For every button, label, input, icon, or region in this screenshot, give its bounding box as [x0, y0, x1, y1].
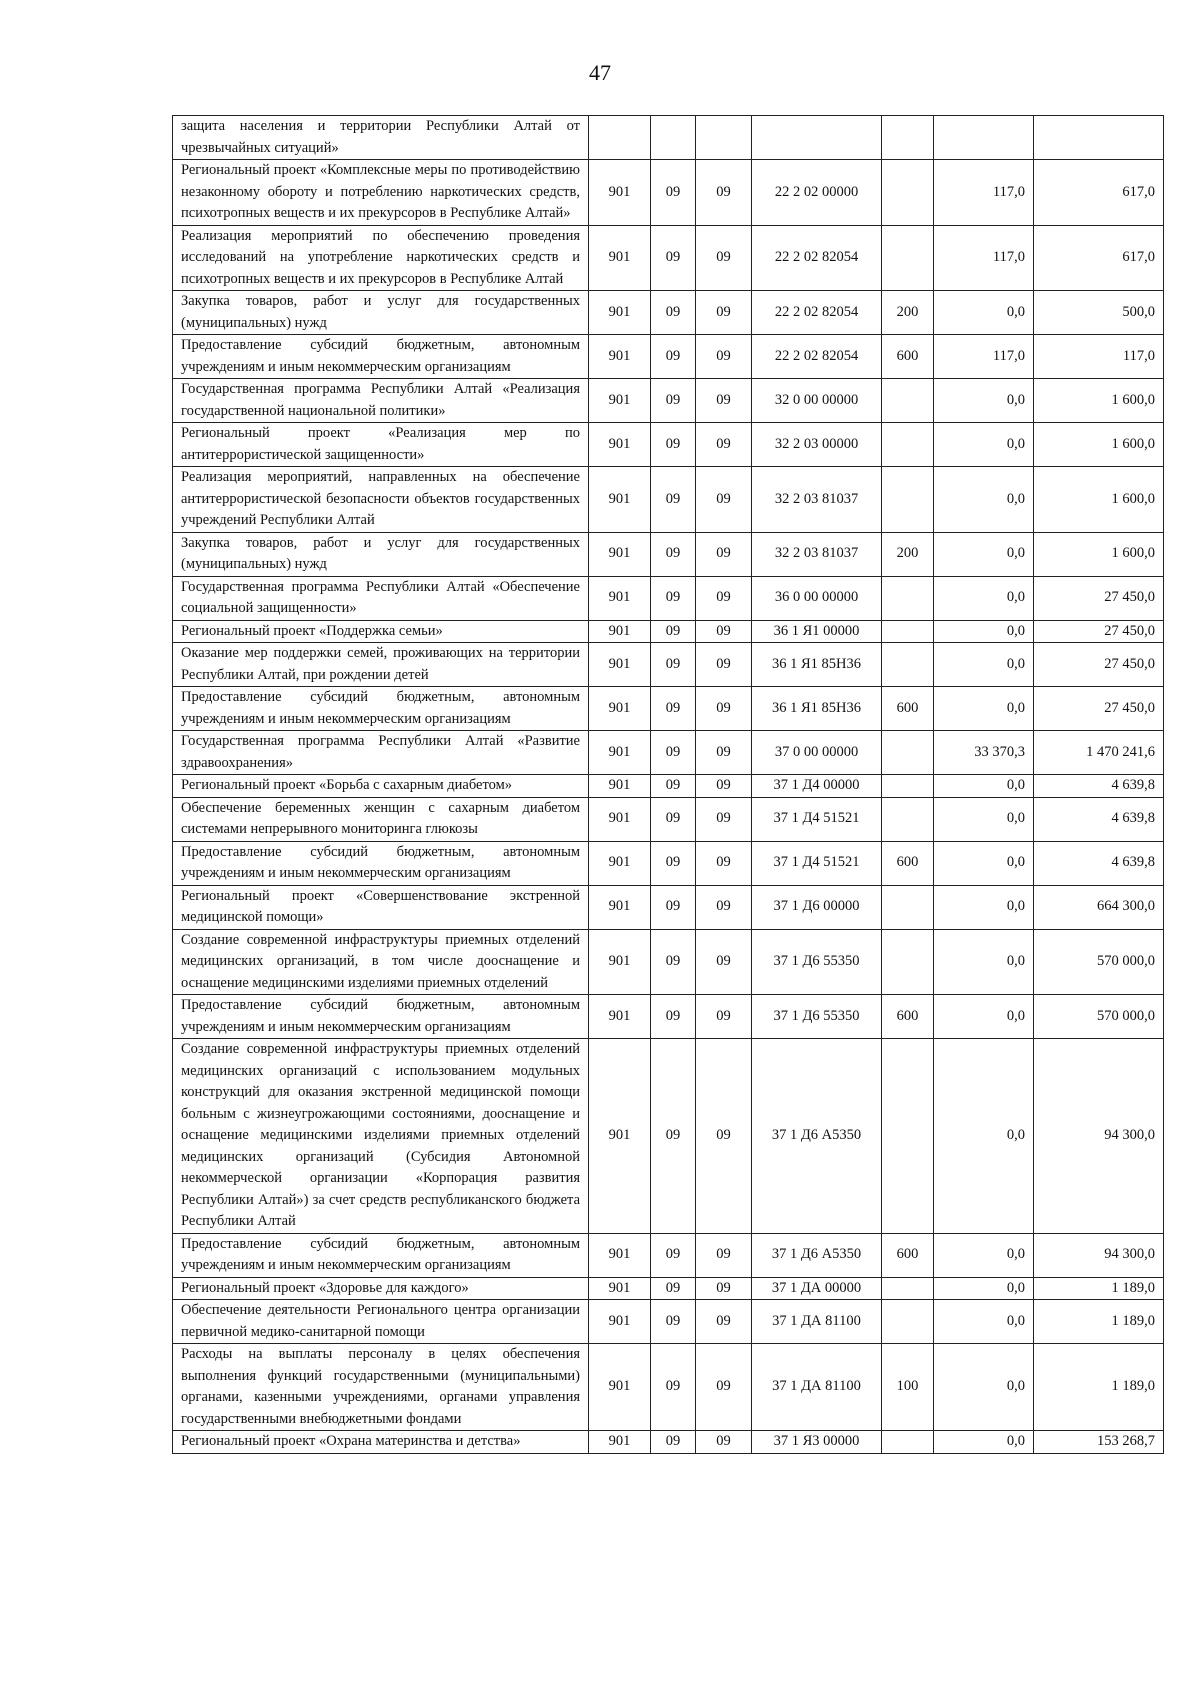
cell-expense-type-code: [882, 620, 934, 643]
cell-amount-1: 0,0: [934, 1277, 1034, 1300]
cell-amount-1: 0,0: [934, 995, 1034, 1039]
table-row: [173, 885, 1164, 929]
cell-name: Государственная программа Республики Алтай «Реализация государственной национальной политики»: [173, 379, 589, 423]
cell-target-item-code: 37 1 ДА 81100: [752, 1344, 882, 1431]
cell-target-item-code: 37 1 Д4 00000: [752, 775, 882, 798]
cell-grbs-code: 901: [589, 841, 651, 885]
cell-name: Региональный проект «Поддержка семьи»: [173, 620, 589, 643]
cell-subsection-code: 09: [696, 929, 752, 995]
cell-amount-2: 664 300,0: [1034, 885, 1164, 929]
cell-grbs-code: 901: [589, 1344, 651, 1431]
cell-name: Государственная программа Республики Алтай «Обеспечение социальной защищенности»: [173, 576, 589, 620]
cell-amount-1: 0,0: [934, 687, 1034, 731]
cell-section-code: 09: [651, 291, 696, 335]
cell-subsection-code: 09: [696, 643, 752, 687]
cell-amount-1: 0,0: [934, 1344, 1034, 1431]
cell-grbs-code: 901: [589, 687, 651, 731]
cell-subsection-code: 09: [696, 687, 752, 731]
cell-subsection-code: 09: [696, 797, 752, 841]
cell-section-code: 09: [651, 225, 696, 291]
cell-grbs-code: 901: [589, 929, 651, 995]
cell-amount-1: 0,0: [934, 620, 1034, 643]
cell-expense-type-code: 600: [882, 1233, 934, 1277]
table-row: [173, 1039, 1164, 1234]
cell-expense-type-code: [882, 225, 934, 291]
cell-target-item-code: 37 1 Д4 51521: [752, 841, 882, 885]
cell-subsection-code: 09: [696, 885, 752, 929]
cell-expense-type-code: 600: [882, 995, 934, 1039]
cell-subsection-code: 09: [696, 291, 752, 335]
cell-grbs-code: 901: [589, 532, 651, 576]
cell-grbs-code: 901: [589, 620, 651, 643]
cell-target-item-code: 36 1 Я1 85Н36: [752, 687, 882, 731]
cell-name: Региональный проект «Борьба с сахарным диабетом»: [173, 775, 589, 798]
cell-target-item-code: 32 2 03 00000: [752, 423, 882, 467]
cell-name: Предоставление субсидий бюджетным, автономным учреждениям и иным некоммерческим организациям: [173, 995, 589, 1039]
cell-amount-2: 94 300,0: [1034, 1233, 1164, 1277]
cell-amount-2: 94 300,0: [1034, 1039, 1164, 1234]
cell-grbs-code: 901: [589, 995, 651, 1039]
cell-name: Региональный проект «Комплексные меры по противодействию незаконному обороту и потреблению наркотических средств, психотропных веществ и их прекурсоров в Республике Алтай»: [173, 160, 589, 226]
cell-subsection-code: 09: [696, 335, 752, 379]
cell-amount-2: 1 189,0: [1034, 1344, 1164, 1431]
cell-target-item-code: 37 1 Д4 51521: [752, 797, 882, 841]
table-row: [173, 797, 1164, 841]
cell-grbs-code: 901: [589, 576, 651, 620]
cell-expense-type-code: 200: [882, 532, 934, 576]
cell-amount-1: 0,0: [934, 929, 1034, 995]
cell-subsection-code: 09: [696, 1431, 752, 1454]
cell-expense-type-code: [882, 1039, 934, 1234]
cell-name: Предоставление субсидий бюджетным, автономным учреждениям и иным некоммерческим организациям: [173, 687, 589, 731]
cell-name: Предоставление субсидий бюджетным, автономным учреждениям и иным некоммерческим организациям: [173, 335, 589, 379]
cell-target-item-code: 22 2 02 00000: [752, 160, 882, 226]
budget-table: [172, 115, 1164, 1454]
cell-amount-2: 1 600,0: [1034, 379, 1164, 423]
cell-grbs-code: [589, 116, 651, 160]
cell-grbs-code: 901: [589, 335, 651, 379]
table-row: [173, 687, 1164, 731]
cell-target-item-code: 36 1 Я1 85Н36: [752, 643, 882, 687]
cell-expense-type-code: [882, 160, 934, 226]
cell-target-item-code: 37 1 Я3 00000: [752, 1431, 882, 1454]
cell-amount-1: 117,0: [934, 160, 1034, 226]
table-row: [173, 225, 1164, 291]
cell-subsection-code: [696, 116, 752, 160]
cell-target-item-code: 32 2 03 81037: [752, 467, 882, 533]
cell-section-code: 09: [651, 929, 696, 995]
cell-grbs-code: 901: [589, 379, 651, 423]
cell-section-code: 09: [651, 995, 696, 1039]
cell-amount-2: 1 600,0: [1034, 532, 1164, 576]
cell-name: Оказание мер поддержки семей, проживающих на территории Республики Алтай, при рождении детей: [173, 643, 589, 687]
cell-name: Расходы на выплаты персоналу в целях обеспечения выполнения функций государственными (муниципальными) органами, казенными учреждениями, органами управления государственными внебюджетными фондами: [173, 1344, 589, 1431]
cell-amount-1: 117,0: [934, 335, 1034, 379]
table-row: [173, 576, 1164, 620]
cell-section-code: 09: [651, 1039, 696, 1234]
cell-subsection-code: 09: [696, 1277, 752, 1300]
cell-subsection-code: 09: [696, 532, 752, 576]
cell-section-code: 09: [651, 643, 696, 687]
cell-section-code: 09: [651, 841, 696, 885]
cell-amount-2: 27 450,0: [1034, 687, 1164, 731]
cell-target-item-code: 32 2 03 81037: [752, 532, 882, 576]
cell-section-code: 09: [651, 885, 696, 929]
cell-target-item-code: 36 1 Я1 00000: [752, 620, 882, 643]
cell-amount-2: 27 450,0: [1034, 620, 1164, 643]
cell-target-item-code: 37 1 Д6 55350: [752, 929, 882, 995]
cell-amount-2: 1 189,0: [1034, 1277, 1164, 1300]
table-row: [173, 291, 1164, 335]
table-row: [173, 1431, 1164, 1454]
cell-section-code: 09: [651, 335, 696, 379]
cell-amount-1: 0,0: [934, 423, 1034, 467]
cell-expense-type-code: [882, 643, 934, 687]
cell-name: Создание современной инфраструктуры приемных отделений медицинских организаций с использованием модульных конструкций для оказания экстренной медицинской помощи больным с жизнеугрожающими состояниями, дооснащение и оснащение медицинскими изделиями приемных отделений медицинских организаций (Субсидия Автономной некоммерческой организации «Корпорация развития Республики Алтай») за счет средств республиканского бюджета Республики Алтай: [173, 1039, 589, 1234]
page-number: 47: [589, 60, 611, 85]
cell-target-item-code: 37 1 Д6 00000: [752, 885, 882, 929]
table-row: [173, 1344, 1164, 1431]
cell-name: Обеспечение деятельности Регионального центра организации первичной медико-санитарной помощи: [173, 1300, 589, 1344]
cell-section-code: 09: [651, 797, 696, 841]
cell-expense-type-code: [882, 797, 934, 841]
table-row: [173, 160, 1164, 226]
cell-expense-type-code: 600: [882, 687, 934, 731]
cell-target-item-code: 36 0 00 00000: [752, 576, 882, 620]
cell-amount-1: [934, 116, 1034, 160]
cell-grbs-code: 901: [589, 731, 651, 775]
cell-amount-2: 27 450,0: [1034, 643, 1164, 687]
cell-section-code: 09: [651, 1300, 696, 1344]
cell-amount-1: 0,0: [934, 643, 1034, 687]
cell-amount-1: 0,0: [934, 1039, 1034, 1234]
cell-amount-1: 0,0: [934, 379, 1034, 423]
cell-amount-2: [1034, 116, 1164, 160]
cell-expense-type-code: [882, 379, 934, 423]
cell-name: Предоставление субсидий бюджетным, автономным учреждениям и иным некоммерческим организациям: [173, 841, 589, 885]
cell-expense-type-code: [882, 885, 934, 929]
cell-expense-type-code: 600: [882, 841, 934, 885]
cell-amount-2: 570 000,0: [1034, 929, 1164, 995]
cell-grbs-code: 901: [589, 643, 651, 687]
cell-grbs-code: 901: [589, 423, 651, 467]
cell-target-item-code: 37 1 ДА 81100: [752, 1300, 882, 1344]
cell-expense-type-code: 600: [882, 335, 934, 379]
cell-expense-type-code: [882, 775, 934, 798]
cell-subsection-code: 09: [696, 1300, 752, 1344]
cell-target-item-code: [752, 116, 882, 160]
cell-grbs-code: 901: [589, 160, 651, 226]
cell-subsection-code: 09: [696, 379, 752, 423]
cell-amount-2: 500,0: [1034, 291, 1164, 335]
table-row: [173, 1300, 1164, 1344]
cell-amount-1: 0,0: [934, 1300, 1034, 1344]
cell-subsection-code: 09: [696, 467, 752, 533]
cell-amount-1: 117,0: [934, 225, 1034, 291]
cell-target-item-code: 32 0 00 00000: [752, 379, 882, 423]
cell-expense-type-code: [882, 731, 934, 775]
cell-subsection-code: 09: [696, 841, 752, 885]
cell-name: Предоставление субсидий бюджетным, автономным учреждениям и иным некоммерческим организациям: [173, 1233, 589, 1277]
cell-section-code: 09: [651, 576, 696, 620]
cell-amount-1: 0,0: [934, 885, 1034, 929]
cell-section-code: 09: [651, 1277, 696, 1300]
cell-subsection-code: 09: [696, 1344, 752, 1431]
cell-amount-1: 0,0: [934, 532, 1034, 576]
table-row: [173, 335, 1164, 379]
cell-subsection-code: 09: [696, 1233, 752, 1277]
cell-amount-2: 1 470 241,6: [1034, 731, 1164, 775]
cell-amount-2: 4 639,8: [1034, 797, 1164, 841]
cell-grbs-code: 901: [589, 885, 651, 929]
cell-name: Реализация мероприятий, направленных на обеспечение антитеррористической безопасности объектов государственных учреждений Республики Алтай: [173, 467, 589, 533]
cell-expense-type-code: [882, 929, 934, 995]
table-row: [173, 467, 1164, 533]
cell-name: Закупка товаров, работ и услуг для государственных (муниципальных) нужд: [173, 532, 589, 576]
cell-grbs-code: 901: [589, 1233, 651, 1277]
cell-amount-1: 0,0: [934, 1431, 1034, 1454]
cell-section-code: 09: [651, 687, 696, 731]
cell-amount-1: 0,0: [934, 467, 1034, 533]
cell-name: Региональный проект «Охрана материнства и детства»: [173, 1431, 589, 1454]
cell-grbs-code: 901: [589, 1039, 651, 1234]
cell-grbs-code: 901: [589, 797, 651, 841]
cell-section-code: 09: [651, 1233, 696, 1277]
cell-expense-type-code: 100: [882, 1344, 934, 1431]
cell-target-item-code: 37 1 Д6 А5350: [752, 1039, 882, 1234]
cell-amount-2: 617,0: [1034, 160, 1164, 226]
cell-target-item-code: 22 2 02 82054: [752, 335, 882, 379]
cell-subsection-code: 09: [696, 1039, 752, 1234]
cell-target-item-code: 22 2 02 82054: [752, 291, 882, 335]
cell-amount-1: 0,0: [934, 576, 1034, 620]
cell-amount-2: 153 268,7: [1034, 1431, 1164, 1454]
cell-amount-1: 0,0: [934, 775, 1034, 798]
cell-amount-2: 1 189,0: [1034, 1300, 1164, 1344]
cell-subsection-code: 09: [696, 731, 752, 775]
cell-target-item-code: 37 1 ДА 00000: [752, 1277, 882, 1300]
cell-amount-2: 4 639,8: [1034, 841, 1164, 885]
cell-name: Региональный проект «Совершенствование экстренной медицинской помощи»: [173, 885, 589, 929]
cell-section-code: 09: [651, 160, 696, 226]
cell-amount-1: 33 370,3: [934, 731, 1034, 775]
table-row: [173, 423, 1164, 467]
cell-section-code: 09: [651, 467, 696, 533]
cell-amount-2: 1 600,0: [1034, 467, 1164, 533]
table-row: [173, 995, 1164, 1039]
cell-name: Закупка товаров, работ и услуг для государственных (муниципальных) нужд: [173, 291, 589, 335]
cell-grbs-code: 901: [589, 467, 651, 533]
cell-target-item-code: 37 1 Д6 55350: [752, 995, 882, 1039]
cell-expense-type-code: 200: [882, 291, 934, 335]
cell-grbs-code: 901: [589, 291, 651, 335]
cell-section-code: 09: [651, 1344, 696, 1431]
table-row: [173, 379, 1164, 423]
table-row: [173, 731, 1164, 775]
cell-subsection-code: 09: [696, 225, 752, 291]
cell-grbs-code: 901: [589, 225, 651, 291]
cell-grbs-code: 901: [589, 775, 651, 798]
cell-amount-2: 617,0: [1034, 225, 1164, 291]
cell-name: Региональный проект «Здоровье для каждого»: [173, 1277, 589, 1300]
cell-amount-2: 1 600,0: [1034, 423, 1164, 467]
table-row: [173, 929, 1164, 995]
table-row: [173, 643, 1164, 687]
cell-expense-type-code: [882, 1300, 934, 1344]
table-row: [173, 620, 1164, 643]
cell-expense-type-code: [882, 116, 934, 160]
cell-section-code: 09: [651, 775, 696, 798]
cell-amount-2: 117,0: [1034, 335, 1164, 379]
cell-amount-1: 0,0: [934, 841, 1034, 885]
table-row: [173, 775, 1164, 798]
table-row: [173, 532, 1164, 576]
table-row: [173, 1277, 1164, 1300]
cell-subsection-code: 09: [696, 995, 752, 1039]
cell-name: Реализация мероприятий по обеспечению проведения исследований на употребление наркотических средств и психотропных веществ и их прекурсоров в Республике Алтай: [173, 225, 589, 291]
cell-name: Обеспечение беременных женщин с сахарным диабетом системами непрерывного мониторинга глюкозы: [173, 797, 589, 841]
table-row: [173, 116, 1164, 160]
budget-table-body: [173, 116, 1164, 1454]
cell-subsection-code: 09: [696, 620, 752, 643]
cell-target-item-code: 37 1 Д6 А5350: [752, 1233, 882, 1277]
cell-amount-2: 570 000,0: [1034, 995, 1164, 1039]
cell-section-code: 09: [651, 423, 696, 467]
cell-subsection-code: 09: [696, 160, 752, 226]
cell-section-code: 09: [651, 532, 696, 576]
cell-expense-type-code: [882, 1431, 934, 1454]
cell-section-code: [651, 116, 696, 160]
cell-section-code: 09: [651, 620, 696, 643]
cell-amount-1: 0,0: [934, 291, 1034, 335]
cell-subsection-code: 09: [696, 423, 752, 467]
cell-name: Создание современной инфраструктуры приемных отделений медицинских организаций, в том числе дооснащение и оснащение медицинскими изделиями приемных отделений: [173, 929, 589, 995]
cell-name: Государственная программа Республики Алтай «Развитие здравоохранения»: [173, 731, 589, 775]
cell-grbs-code: 901: [589, 1277, 651, 1300]
cell-name: Региональный проект «Реализация мер по антитеррористической защищенности»: [173, 423, 589, 467]
cell-subsection-code: 09: [696, 775, 752, 798]
cell-expense-type-code: [882, 423, 934, 467]
table-row: [173, 1233, 1164, 1277]
cell-section-code: 09: [651, 1431, 696, 1454]
cell-target-item-code: 22 2 02 82054: [752, 225, 882, 291]
table-row: [173, 841, 1164, 885]
cell-amount-1: 0,0: [934, 1233, 1034, 1277]
cell-section-code: 09: [651, 731, 696, 775]
cell-grbs-code: 901: [589, 1431, 651, 1454]
cell-target-item-code: 37 0 00 00000: [752, 731, 882, 775]
cell-section-code: 09: [651, 379, 696, 423]
cell-expense-type-code: [882, 576, 934, 620]
cell-name: защита населения и территории Республики Алтай от чрезвычайных ситуаций»: [173, 116, 589, 160]
cell-grbs-code: 901: [589, 1300, 651, 1344]
cell-amount-1: 0,0: [934, 797, 1034, 841]
cell-expense-type-code: [882, 467, 934, 533]
cell-subsection-code: 09: [696, 576, 752, 620]
cell-amount-2: 27 450,0: [1034, 576, 1164, 620]
cell-amount-2: 4 639,8: [1034, 775, 1164, 798]
cell-expense-type-code: [882, 1277, 934, 1300]
